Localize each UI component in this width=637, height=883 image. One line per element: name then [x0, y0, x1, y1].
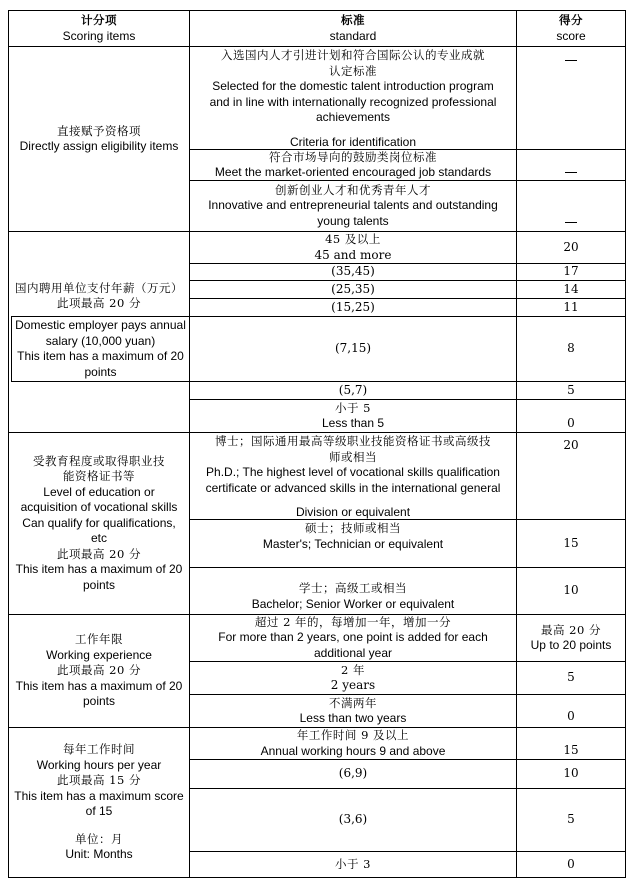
item-label-zh: 直接赋予资格项	[57, 123, 141, 138]
standard-text-en: Less than 5	[321, 416, 385, 430]
item-direct-eligibility	[9, 47, 189, 231]
standard-salary-range: (5,7)	[338, 382, 368, 397]
standard-salary-range: (15,25)	[331, 299, 375, 314]
standard-salary-range: (25,35)	[331, 281, 375, 296]
item-label-zh: 每年工作时间	[63, 742, 135, 757]
item-label-zh: 工作年限	[75, 632, 123, 647]
item-label-zh: 此项最高 20 分	[57, 663, 141, 678]
header-scoring-items	[9, 11, 189, 46]
standard-text-en: certificate or advanced skills in the international general	[205, 480, 501, 495]
standard-text-zh: 创新创业人才和优秀青年人才	[275, 182, 431, 197]
item-label-en: of 15	[85, 804, 113, 819]
item-label-zh: 能资格证书等	[63, 469, 135, 484]
standard-salary-range: (35,45)	[331, 264, 375, 279]
score-value: 15	[563, 535, 579, 550]
item-label-en: Can qualify for qualifications,	[22, 515, 176, 530]
empty-score-dash	[565, 172, 577, 173]
header-label-zh: 标准	[341, 13, 365, 27]
standard-text-zh: 小于 5	[335, 400, 371, 415]
standard-text-en: achievements	[315, 110, 391, 124]
table-border-right	[625, 10, 626, 878]
standard-text-en: additional year	[313, 645, 393, 660]
score-value: 5	[567, 812, 575, 827]
standard-text-en: Meet the market-oriented encouraged job standards	[214, 165, 492, 179]
score-value: 17	[563, 264, 579, 279]
item-label-en: This item has a maximum of 20	[15, 562, 183, 577]
score-value: 14	[563, 281, 579, 296]
standard-less-than-2-years	[190, 695, 516, 727]
score-value: 5	[567, 382, 575, 397]
standard-salary-45-plus	[190, 232, 516, 263]
standard-text-zh: 年工作时间 9 及以上	[296, 728, 410, 742]
standard-text-en: 45 and more	[314, 247, 392, 262]
header-label-zh: 得分	[559, 13, 583, 27]
standard-hours-under-3: 小于 3	[335, 856, 371, 871]
score-value: 15	[563, 742, 579, 757]
item-label-en: acquisition of vocational skills	[20, 500, 178, 515]
inner-border	[11, 381, 189, 382]
score-value: 11	[563, 299, 579, 314]
score-value: 0	[567, 708, 575, 723]
standard-text-en: Master's; Technician or equivalent	[262, 536, 444, 551]
item-working-experience	[9, 615, 189, 727]
standard-text-en: and in line with internationally recognized professional	[209, 94, 497, 109]
standard-hours-range: (3,6)	[338, 812, 368, 827]
standard-text-zh: 45 及以上	[325, 232, 381, 246]
standard-text-en: Bachelor; Senior Worker or equivalent	[251, 596, 455, 611]
item-label-en: This item has a maximum score	[14, 788, 184, 803]
item-label-en: points	[84, 364, 117, 379]
standard-text-zh: 硕士；技师或相当	[305, 521, 401, 535]
item-label-en: salary (10,000 yuan)	[45, 333, 156, 348]
item-label-en: points	[82, 694, 116, 709]
header-standard	[190, 11, 516, 46]
item-label-en: This item has a maximum of 20	[17, 349, 184, 363]
standard-text-en: Selected for the domestic talent introduction program	[212, 79, 494, 93]
standard-talent-program	[190, 47, 516, 150]
item-label-en: This item has a maximum of 20	[15, 678, 183, 693]
standard-text-en: Division or equivalent	[295, 504, 411, 519]
standard-text-zh: 师或相当	[329, 449, 377, 464]
standard-bachelor	[190, 568, 516, 614]
standard-text-zh: 博士；国际通用最高等级职业技能资格证书或高级技	[215, 434, 491, 448]
empty-score-dash	[565, 222, 577, 223]
standard-doctorate	[190, 433, 516, 520]
item-label-en: Domestic employer pays annual	[15, 318, 186, 332]
header-label-en: standard	[329, 28, 377, 43]
score-text-zh: 最高 20 分	[541, 622, 601, 637]
standard-text-zh: 2 年	[341, 662, 365, 677]
item-label-zh: 受教育程度或取得职业技	[33, 453, 165, 468]
header-label-zh: 计分项	[81, 13, 117, 27]
standard-text-zh: 超过 2 年的，每增加一年，增加一分	[254, 615, 452, 629]
standard-text-en: Less than two years	[299, 711, 407, 725]
item-label-zh: 国内聘用单位支付年薪（万元）	[15, 280, 183, 295]
item-label-zh: 此项最高 15 分	[57, 773, 141, 788]
score-text-en: Up to 20 points	[530, 638, 612, 652]
item-label-zh: 此项最高 20 分	[57, 546, 141, 561]
score-cell	[517, 181, 625, 231]
standard-text-en: 2 years	[330, 678, 376, 692]
score-value: 5	[567, 670, 575, 685]
item-label-en: points	[82, 577, 116, 592]
item-label-en: Working hours per year	[36, 757, 162, 772]
standard-text-zh: 认定标准	[329, 63, 377, 78]
item-education-level	[9, 433, 189, 614]
item-label-en: Directly assign eligibility items	[19, 139, 179, 153]
score-value: 10	[563, 583, 579, 598]
header-label-en: score	[556, 28, 586, 43]
score-cell	[517, 150, 625, 180]
standard-text-en: Annual working hours 9 and above	[260, 743, 446, 758]
standard-text-en: young talents	[317, 213, 389, 228]
score-value: 8	[567, 341, 575, 356]
item-label-en: Level of education or	[43, 484, 155, 499]
standard-text-zh: 入选国内人才引进计划和符合国际公认的专业成就	[221, 48, 485, 62]
score-cell	[517, 615, 625, 661]
score-value: 0	[567, 856, 575, 871]
standard-innovative-talents	[190, 181, 516, 231]
standard-salary-range: (7,15)	[334, 341, 372, 356]
standard-text-en: Criteria for identification	[289, 134, 417, 149]
standard-2-years	[190, 662, 516, 694]
item-annual-salary-en	[12, 317, 189, 381]
score-value: 10	[563, 766, 579, 781]
standard-over-2-years	[190, 615, 516, 661]
standard-text-zh: 学士；高级工或相当	[299, 581, 407, 595]
item-label-zh: 单位：月	[75, 831, 123, 846]
standard-market-jobs	[190, 150, 516, 180]
standard-text-zh: 不满两年	[329, 695, 377, 710]
item-label-zh: 此项最高 20 分	[57, 296, 141, 310]
standard-hours-range: (6,9)	[338, 766, 368, 781]
score-value: 20	[563, 438, 579, 452]
empty-score-dash	[565, 60, 577, 61]
score-cell	[517, 47, 625, 149]
score-value: 20	[563, 239, 579, 254]
item-label-en: Unit: Months	[65, 847, 133, 862]
standard-salary-under-5	[190, 400, 516, 432]
standard-text-en: Ph.D.; The highest level of vocational skills qualification	[206, 465, 500, 479]
score-value: 0	[567, 415, 575, 430]
standard-text-en: For more than 2 years, one point is added for each	[218, 630, 488, 645]
header-score	[517, 11, 625, 46]
standard-hours-9-plus	[190, 728, 516, 759]
item-annual-salary-zh	[9, 276, 189, 316]
item-label-en: Working experience	[46, 647, 152, 662]
standard-text-zh: 符合市场导向的鼓励类岗位标准	[269, 150, 437, 164]
standard-text-en: Innovative and entrepreneurial talents and outstanding	[208, 198, 498, 213]
item-label-en: etc	[90, 531, 107, 546]
header-label-en: Scoring items	[62, 28, 136, 43]
table-border-bottom	[8, 877, 626, 878]
standard-masters	[190, 520, 516, 568]
item-working-hours	[9, 728, 189, 877]
